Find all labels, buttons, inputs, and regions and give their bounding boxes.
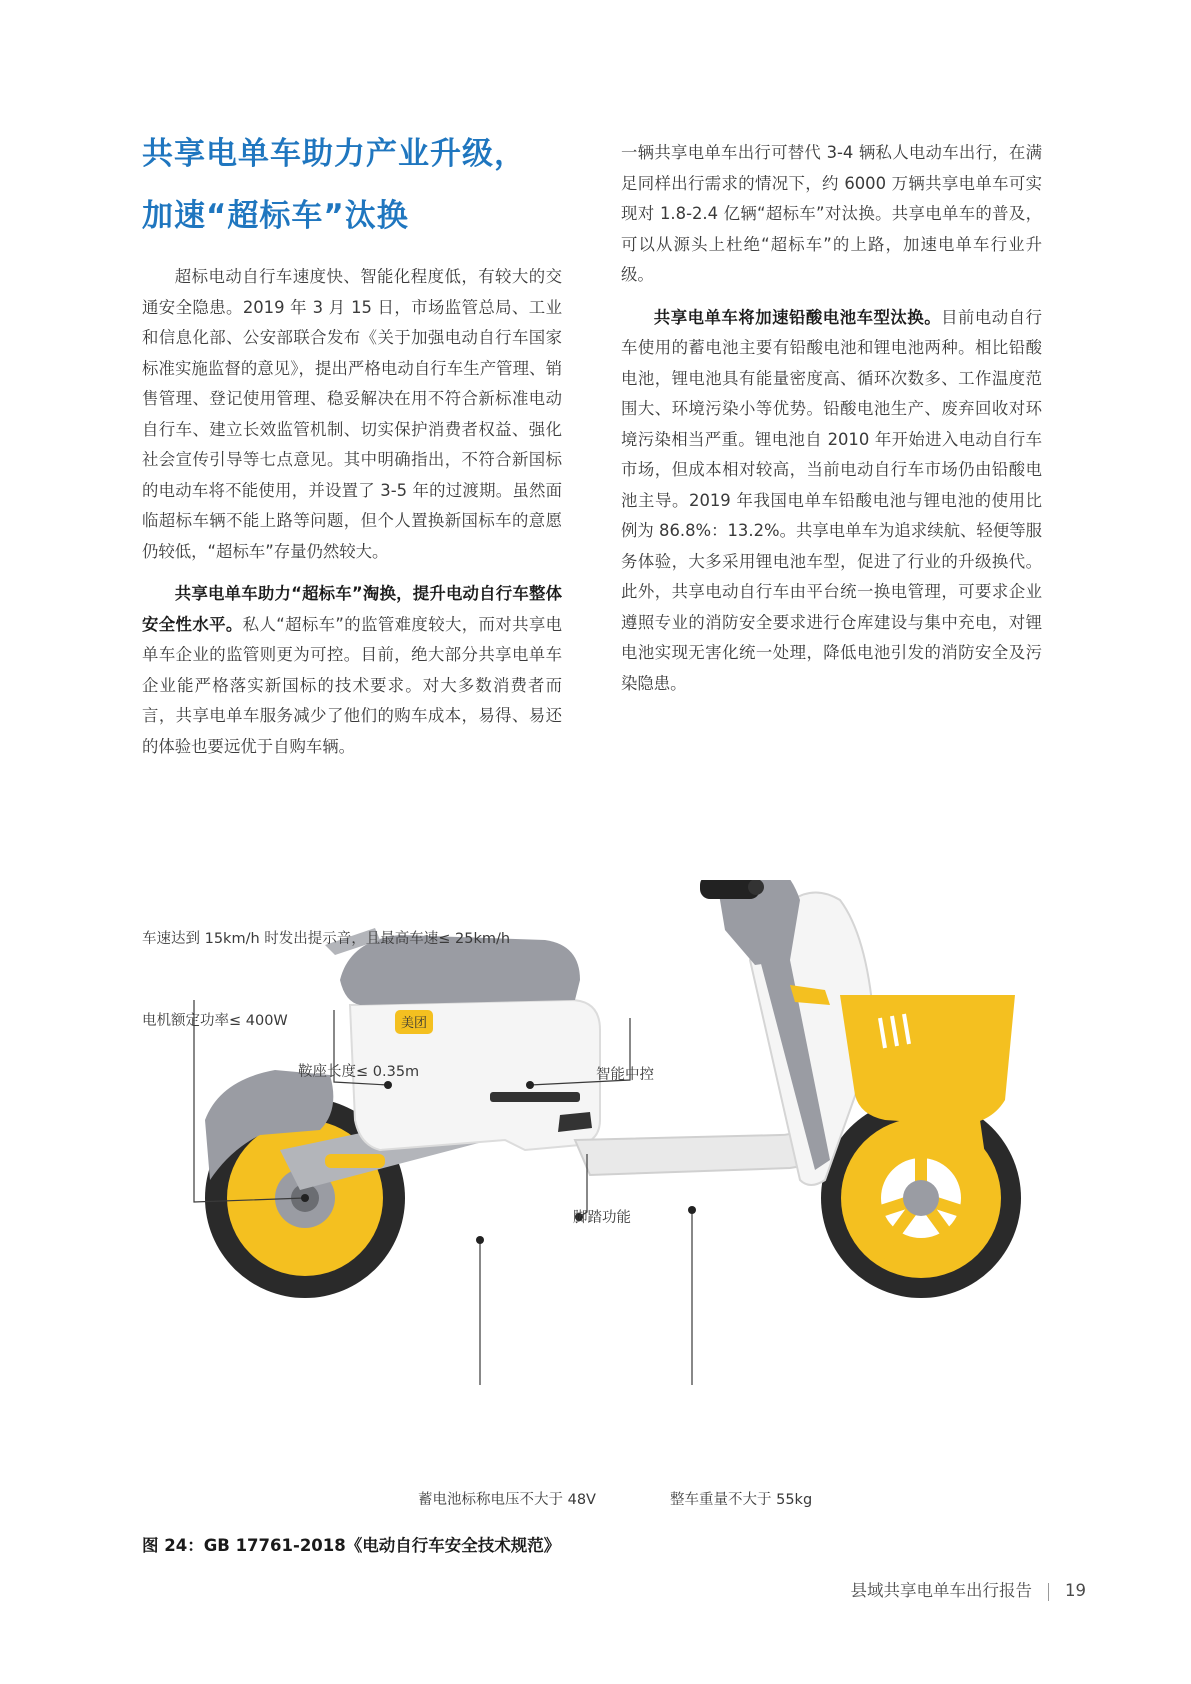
seat-length-label: 鞍座长度≤ 0.35m [298,1064,420,1080]
left-paragraph-1: 超标电动自行车速度快、智能化程度低，有较大的交通安全隐患。2019 年 3 月 15 日，市场监管总局、工业和信息化部、公安部联合发布《关于加强电动自行车国家标准实施监督的意见》，提出严格电动自行车生产管理、销售管理、登记使用管理、稳妥解决在用不符合新标准电动自行车、建立长效监管机制、切实保护消费者权益、强化社会宣传引导等七点意见。其中明确指出，不符合新国标的电动车将不能使用，并设置了 3-5 年的过渡期。虽然面临超标车辆不能上路等问题，但个人置换新国标车的意愿仍较低，“超标车”存量仍然较大。 [142,267,562,561]
kickstand [490,1092,580,1102]
report-title: 县域共享电单车出行报告 [850,1581,1032,1600]
right-paragraph-2-lead: 共享电单车将加速铅酸电池车型汰换。 [653,307,942,327]
reflector [325,1154,385,1168]
smart-control-label: 智能中控 [596,1067,654,1083]
battery-voltage-label: 蓄电池标称电压不大于 48V [418,1492,596,1508]
footer-divider [1048,1583,1049,1601]
page-title-line-2: 加速“超标车”汰换 [142,198,409,234]
page-number: 19 [1065,1581,1086,1600]
right-column [621,138,1042,699]
right-paragraph-2-body: 目前电动自行车使用的蓄电池主要有铅酸电池和锂电池两种。相比铅酸电池，锂电池具有能量密度高、循环次数多、工作温度范围大、环境污染小等优势。铅酸电池生产、废弃回收对环境污染相当严重。锂电池自 2010 年开始进入电动自行车市场，但成本相对较高，当前电动自行车市场仍由铅酸电池主导。2019 年我国电单车铅酸电池与锂电池的使用比例为 86.8%：13.2%。共享电单车为追求续航、轻便等服务体验，大多采用锂电池车型，促进了行业的升级换代。此外，共享电动自行车由平台统一换电管理，可要求企业遵照专业的消防安全要求进行仓库建设与集中充电，对锂电池实现无害化统一处理，降低电池引发的消防安全及污染隐患。 [621,307,1043,693]
right-paragraph-2 [621,303,1042,700]
left-column [142,262,562,762]
logo-text: 美团 [400,1016,428,1031]
motor-power-label: 电机额定功率≤ 400W [142,1013,288,1029]
page-footer [851,1577,1087,1601]
right-paragraph-1: 一辆共享电单车出行可替代 3-4 辆私人电动车出行，在满足同样出行需求的情况下，约 6000 万辆共享电单车可实现对 1.8-2.4 亿辆“超标车”对汰换。共享电单车的普及，可以从源头上杜绝“超标车”的上路，加速电单车行业升级。 [621,143,1042,284]
left-paragraph-2-lead: 共享电单车助力“超标车”淘换，提升电动自行车整体安全性水平。 [142,584,562,634]
front-wheel [821,1098,1021,1298]
left-paragraph-2 [142,579,562,762]
page-title-line-1: 共享电单车助力产业升级， [142,136,526,172]
figure-caption: 图 24：GB 17761-2018《电动自行车安全技术规范》 [142,1536,561,1555]
pedal-function-label: 脚踏功能 [573,1210,631,1226]
vehicle-weight-label: 整车重量不大于 55kg [670,1492,813,1508]
speed-label: 车速达到 15km/h 时发出提示音，且最高车速≤ 25km/h [142,931,511,947]
scooter-illustration [0,880,1191,1500]
left-paragraph-2-body: 私人“超标车”的监管难度较大，而对共享电单车企业的监管则更为可控。目前，绝大部分共享电单车企业能严格落实新国标的技术要求。对大多数消费者而言，共享电单车服务减少了他们的购车成本，易得、易还的体验也要远优于自购车辆。 [142,614,563,756]
